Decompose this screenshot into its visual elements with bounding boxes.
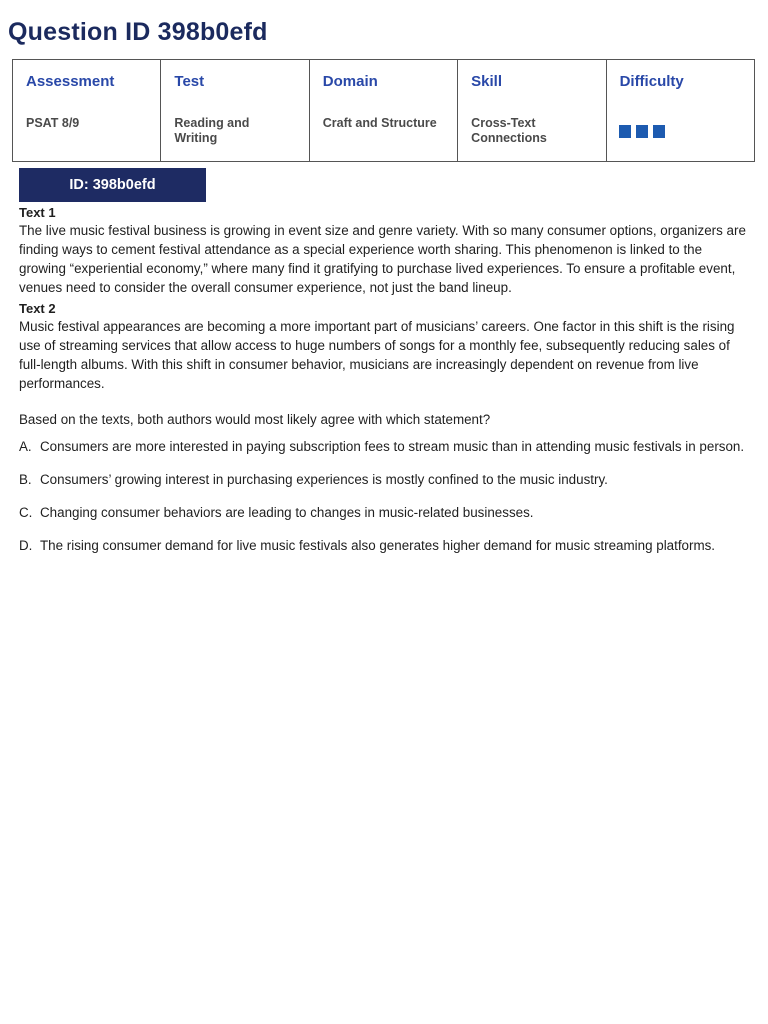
choice-letter: B. [19,472,32,487]
meta-cell-test [161,60,309,162]
meta-cell-domain [309,60,457,162]
meta-cell-skill [458,60,606,162]
question-prompt: Based on the texts, both authors would most likely agree with which statement? [19,412,491,427]
meta-header-assessment: Assessment [26,73,115,90]
meta-cell-difficulty [606,60,754,162]
meta-value-assessment: PSAT 8/9 [26,116,80,130]
choice-letter: A. [19,439,32,454]
meta-header-difficulty: Difficulty [619,73,684,90]
choice-text: The rising consumer demand for live music festivals also generates higher demand for music streaming platforms. [40,538,716,553]
answer-choices [19,437,747,555]
difficulty-square [619,125,631,138]
question-meta-table [12,59,755,162]
text2-label: Text 2 [19,301,56,316]
meta-value-skill: Cross-Text Connections [471,116,547,145]
text1-label: Text 1 [19,205,56,220]
meta-header-domain: Domain [322,73,378,90]
meta-header-test: Test [174,73,205,90]
meta-value-domain: Craft and Structure [322,116,437,130]
difficulty-square [636,125,648,138]
meta-value-test: Reading and Writing [174,116,250,145]
choice-letter: D. [19,538,33,553]
page-title: Question ID 398b0efd [8,18,268,46]
text1-passage: The live music festival business is growing in event size and genre variety. With so many consumer options, organizers are finding ways to cement festival attendance as a special experience worth sharing. This phenomenon is linked to the growing “experiential economy,” where many find it gratifying to purchase lived experiences. To ensure a profitable event, venues need to consider the overall consumer experience, not just the band lineup. [19,223,746,295]
question-content [19,204,747,569]
choice-a[interactable] [19,437,747,456]
text2-passage: Music festival appearances are becoming a more important part of musicians’ careers. One factor in this shift is the rising use of streaming services that allow access to huge numbers of songs for a monthly fee, subsequently reducing sales of full-length albums. With this shift in consumer behavior, musicians are increasingly dependent on revenue from live performances. [19,319,735,391]
meta-header-skill: Skill [471,73,503,90]
choice-b[interactable] [19,470,747,489]
choice-c[interactable] [19,503,747,522]
difficulty-square [653,125,665,138]
choice-text: Changing consumer behaviors are leading to changes in music-related businesses. [40,505,534,520]
choice-text: Consumers’ growing interest in purchasing experiences is mostly confined to the music industry. [40,472,608,487]
choice-d[interactable] [19,536,747,555]
choice-text: Consumers are more interested in paying subscription fees to stream music than in attending music festivals in person. [40,439,745,454]
meta-cell-assessment [13,60,161,162]
difficulty-indicator [619,125,665,138]
question-id-banner: ID: 398b0efd [19,168,206,202]
choice-letter: C. [19,505,33,520]
